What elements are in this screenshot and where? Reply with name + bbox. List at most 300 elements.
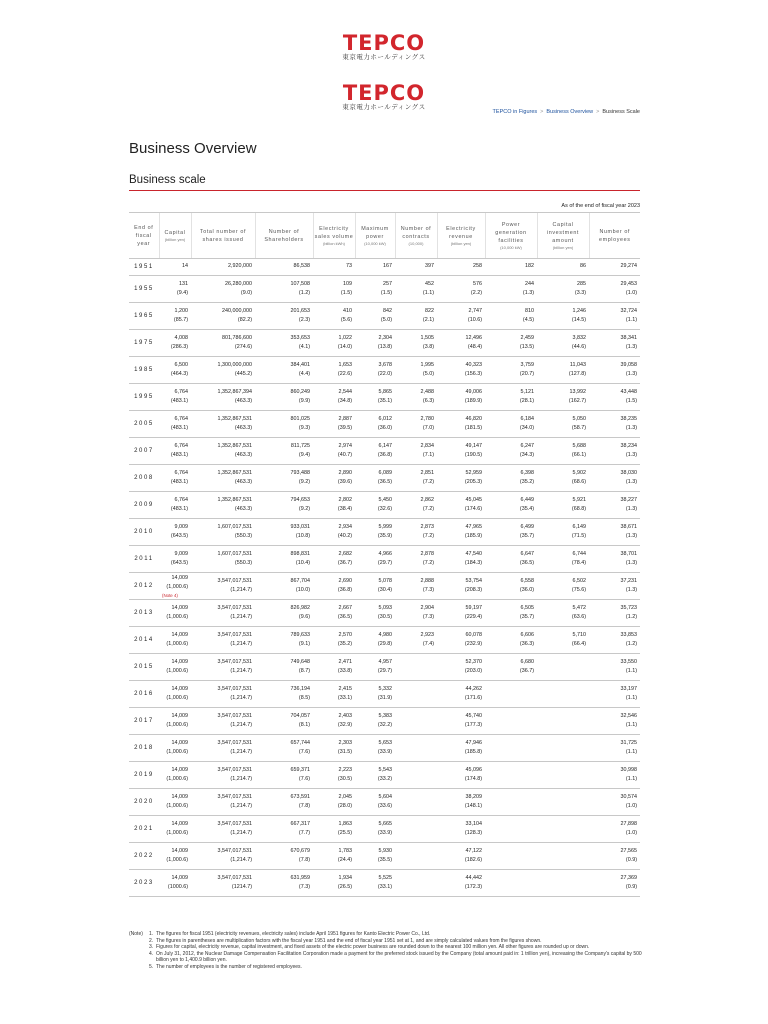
cell-multiplier: (7.6): [298, 749, 310, 755]
cell-value: 30,574: [620, 793, 637, 800]
cell-value: 32,724: [620, 307, 637, 314]
column-header: [129, 213, 159, 259]
table-row: [129, 681, 640, 708]
cell-multiplier: (36.0): [519, 587, 534, 593]
cell-multiplier: (445.2): [234, 371, 252, 377]
cell-multiplier: (28.0): [337, 803, 352, 809]
cell-value: 1,246: [572, 307, 586, 314]
logo-mark: TEPCO: [342, 81, 426, 105]
cell-multiplier: (8.5): [298, 695, 310, 701]
cell-multiplier: (34.3): [519, 452, 534, 458]
cell-multiplier: (7.1): [422, 452, 434, 458]
fiscal-year-cell: 2005: [129, 411, 159, 438]
fiscal-year-cell: 1975: [129, 330, 159, 357]
cell-value: 244: [525, 280, 534, 287]
cell-value: 38,030: [620, 469, 637, 476]
cell-value: 31,725: [620, 739, 637, 746]
cell-multiplier: (7.3): [298, 884, 310, 890]
table-cell: [313, 627, 355, 654]
logo-mark: TEPCO: [342, 31, 426, 55]
table-cell: [437, 438, 485, 465]
table-row: [129, 492, 640, 519]
table-cell: [191, 627, 255, 654]
table-cell: [537, 654, 589, 681]
cell-multiplier: (1,214.7): [230, 857, 252, 863]
column-header-label: Number of Shareholders: [264, 228, 304, 243]
column-header-label: End of fiscal year: [134, 224, 154, 247]
table-cell: [355, 870, 395, 897]
cell-multiplier: (128.3): [464, 830, 482, 836]
fiscal-year-cell: 2017: [129, 708, 159, 735]
table-cell: [437, 357, 485, 384]
column-header-unit: (10,000 kW): [500, 244, 522, 250]
table-cell: [313, 411, 355, 438]
cell-multiplier: (4.4): [298, 371, 310, 377]
cell-value: 45,045: [465, 496, 482, 503]
cell-value: 73: [346, 263, 352, 270]
table-row: [129, 573, 640, 600]
table-cell: [159, 708, 191, 735]
fiscal-year-cell: 1955: [129, 276, 159, 303]
table-cell: [159, 573, 191, 600]
table-cell: [485, 681, 537, 708]
table-cell: [395, 816, 437, 843]
table-cell: [355, 303, 395, 330]
cell-multiplier: (33.8): [337, 668, 352, 674]
table-cell: [255, 519, 313, 546]
table-row: [129, 762, 640, 789]
column-header: [537, 213, 589, 259]
cell-value: 182: [525, 263, 534, 270]
cell-value: 6,764: [174, 496, 188, 503]
table-cell: [485, 789, 537, 816]
table-cell: [537, 600, 589, 627]
cell-multiplier: (36.3): [519, 641, 534, 647]
cell-multiplier: (36.5): [377, 479, 392, 485]
cell-multiplier: (172.3): [464, 884, 482, 890]
table-cell: [485, 546, 537, 573]
cell-multiplier: (13.5): [519, 344, 534, 350]
table-cell: [313, 546, 355, 573]
breadcrumb-link-tepco-in-figures[interactable]: TEPCO in Figures: [492, 109, 538, 115]
table-cell: [485, 357, 537, 384]
table-cell: [255, 627, 313, 654]
table-cell: [395, 384, 437, 411]
table-cell: [485, 843, 537, 870]
table-cell: [255, 259, 313, 276]
tepco-logo[interactable]: [0, 82, 768, 112]
cell-value: 397: [425, 263, 434, 270]
cell-multiplier: (66.4): [571, 641, 586, 647]
table-cell: [537, 816, 589, 843]
cell-multiplier: (33.9): [377, 749, 392, 755]
as-of-date: As of the end of fiscal year 2023: [561, 203, 640, 209]
cell-value: 5,525: [378, 874, 392, 881]
cell-multiplier: (8.1): [298, 722, 310, 728]
table-cell: [255, 411, 313, 438]
table-cell: [537, 546, 589, 573]
table-cell: [313, 259, 355, 276]
cell-value: 1,653: [338, 361, 352, 368]
table-cell: [191, 330, 255, 357]
table-row: [129, 654, 640, 681]
cell-multiplier: (1.2): [625, 614, 637, 620]
table-row: [129, 816, 640, 843]
cell-value: 240,000,000: [222, 307, 252, 314]
cell-multiplier: (1,214.7): [230, 668, 252, 674]
cell-multiplier: (28.1): [519, 398, 534, 404]
note-text: The number of employees is the number of registered employees.: [156, 963, 302, 970]
table-cell: [437, 259, 485, 276]
cell-value: 933,031: [290, 523, 310, 530]
cell-value: 3,547,017,531: [217, 631, 252, 638]
table-cell: [395, 843, 437, 870]
table-cell: [437, 708, 485, 735]
table-cell: [395, 762, 437, 789]
cell-value: 3,678: [378, 361, 392, 368]
table-cell: [485, 259, 537, 276]
fiscal-year-cell: 2014: [129, 627, 159, 654]
cell-value: 14,009: [171, 739, 188, 746]
cell-value: 2,045: [338, 793, 352, 800]
column-header: [589, 213, 640, 259]
cell-multiplier: (1,000.6): [166, 584, 188, 590]
cell-multiplier: (63.6): [571, 614, 586, 620]
cell-multiplier: (36.8): [337, 587, 352, 593]
cell-value: 38,209: [465, 793, 482, 800]
column-header-unit: (10,000): [408, 240, 424, 246]
cell-value: 4,957: [378, 658, 392, 665]
cell-value: 49,006: [465, 388, 482, 395]
cell-value: 6,680: [520, 658, 534, 665]
cell-value: 2,304: [378, 334, 392, 341]
cell-value: 2,834: [420, 442, 434, 449]
table-cell: [395, 654, 437, 681]
cell-multiplier: (463.3): [234, 452, 252, 458]
cell-multiplier: (1.3): [625, 479, 637, 485]
cell-multiplier: (24.4): [337, 857, 352, 863]
table-row: [129, 546, 640, 573]
table-row: [129, 627, 640, 654]
cell-multiplier: (35.1): [377, 398, 392, 404]
cell-value: 5,653: [378, 739, 392, 746]
cell-multiplier: (33.1): [337, 695, 352, 701]
note-label: [129, 964, 149, 971]
notes-section: [129, 931, 649, 971]
cell-multiplier: (1.2): [625, 641, 637, 647]
cell-multiplier: (75.6): [571, 587, 586, 593]
cell-value: 3,547,017,531: [217, 847, 252, 854]
table-cell: [313, 573, 355, 600]
cell-value: 6,449: [520, 496, 534, 503]
cell-multiplier: (1.5): [380, 290, 392, 296]
column-header-unit: (billion yen): [450, 240, 472, 246]
table-cell: [589, 330, 640, 357]
fiscal-year-cell: 2009: [129, 492, 159, 519]
cell-multiplier: (36.7): [337, 560, 352, 566]
cell-multiplier: (1.3): [625, 425, 637, 431]
cell-multiplier: (1,000.6): [166, 776, 188, 782]
table-cell: [313, 465, 355, 492]
table-cell: [485, 573, 537, 600]
cell-multiplier: (7.7): [298, 830, 310, 836]
cell-value: 4,008: [174, 334, 188, 341]
table-cell: [313, 519, 355, 546]
table-cell: [159, 789, 191, 816]
table-cell: [589, 735, 640, 762]
fiscal-year-cell: 2020: [129, 789, 159, 816]
cell-value: 9,009: [174, 550, 188, 557]
cell-value: 1,352,867,531: [217, 415, 252, 422]
table-cell: [313, 492, 355, 519]
cell-multiplier: (550.3): [234, 560, 252, 566]
breadcrumb-separator: >: [540, 109, 544, 115]
cell-multiplier: (1,214.7): [230, 722, 252, 728]
table-cell: [191, 384, 255, 411]
breadcrumb: [493, 109, 640, 115]
cell-multiplier: (7.2): [422, 479, 434, 485]
cell-multiplier: (38.4): [337, 506, 352, 512]
table-cell: [537, 465, 589, 492]
table-cell: [355, 384, 395, 411]
cell-multiplier: (483.1): [170, 452, 188, 458]
cell-value: 14,009: [171, 820, 188, 827]
table-row: [129, 330, 640, 357]
cell-value: 33,550: [620, 658, 637, 665]
table-cell: [437, 600, 485, 627]
cell-value: 6,505: [520, 604, 534, 611]
table-cell: [537, 843, 589, 870]
cell-multiplier: (1.5): [340, 290, 352, 296]
cell-multiplier: (25.5): [337, 830, 352, 836]
cell-value: 59,197: [465, 604, 482, 611]
table-cell: [159, 438, 191, 465]
table-cell: [255, 546, 313, 573]
table-cell: [485, 411, 537, 438]
cell-value: 384,401: [290, 361, 310, 368]
cell-multiplier: (22.0): [377, 371, 392, 377]
cell-multiplier: (33.9): [377, 830, 392, 836]
table-cell: [485, 654, 537, 681]
table-row: [129, 438, 640, 465]
cell-multiplier: (184.3): [464, 560, 482, 566]
cell-value: 2,544: [338, 388, 352, 395]
table-cell: [589, 303, 640, 330]
table-cell: [485, 384, 537, 411]
table-cell: [589, 573, 640, 600]
cell-value: 14,009: [171, 685, 188, 692]
column-header-label: Power generation facilities: [495, 221, 527, 244]
note-text: The figures in parentheses are multiplication factors with the fiscal year 1951 and the end of fiscal year 1951 set at 1, and are simply calculated values from the figures shown.: [156, 937, 542, 944]
table-cell: [355, 330, 395, 357]
cell-multiplier: (1,214.7): [230, 830, 252, 836]
cell-multiplier: (30.5): [377, 614, 392, 620]
table-cell: [437, 870, 485, 897]
note-number: 4.: [149, 950, 154, 957]
cell-multiplier: (7.6): [298, 776, 310, 782]
table-cell: [355, 735, 395, 762]
cell-value: 33,104: [465, 820, 482, 827]
table-cell: [589, 843, 640, 870]
table-cell: [485, 276, 537, 303]
table-cell: [313, 384, 355, 411]
cell-multiplier: (22.6): [337, 371, 352, 377]
column-header-label: Number of contracts: [400, 225, 432, 240]
table-cell: [437, 843, 485, 870]
cell-multiplier: (208.3): [464, 587, 482, 593]
table-cell: [255, 573, 313, 600]
table-cell: [589, 357, 640, 384]
cell-multiplier: (10.4): [295, 560, 310, 566]
table-cell: [395, 735, 437, 762]
cell-multiplier: (4.1): [298, 344, 310, 350]
cell-value: 670,679: [290, 847, 310, 854]
cell-multiplier: (1214.7): [231, 884, 252, 890]
cell-multiplier: (31.5): [337, 749, 352, 755]
cell-multiplier: (7.2): [422, 506, 434, 512]
cell-value: 667,317: [290, 820, 310, 827]
cell-multiplier: (1.2): [298, 290, 310, 296]
cell-multiplier: (1.3): [625, 371, 637, 377]
table-cell: [191, 681, 255, 708]
fiscal-year-cell: 1995: [129, 384, 159, 411]
column-header-unit: (10,000 kW): [364, 240, 386, 246]
cell-multiplier: (35.4): [519, 506, 534, 512]
fiscal-year-cell: 2012: [129, 573, 159, 600]
table-cell: [395, 411, 437, 438]
cell-value: 285: [577, 280, 586, 287]
column-header: [191, 213, 255, 259]
cell-value: 26,280,000: [225, 280, 252, 287]
cell-multiplier: (205.3): [464, 479, 482, 485]
cell-value: 6,149: [572, 523, 586, 530]
table-cell: [537, 357, 589, 384]
cell-value: 52,370: [465, 658, 482, 665]
table-row: [129, 259, 640, 276]
cell-value: 736,194: [290, 685, 310, 692]
cell-multiplier: (1,214.7): [230, 803, 252, 809]
cell-multiplier: (1.0): [625, 290, 637, 296]
table-cell: [255, 303, 313, 330]
cell-value: 33,853: [620, 631, 637, 638]
column-header: [255, 213, 313, 259]
table-cell: [313, 654, 355, 681]
cell-value: 2,682: [338, 550, 352, 557]
cell-multiplier: (5.0): [422, 371, 434, 377]
cell-value: 2,802: [338, 496, 352, 503]
cell-multiplier: (643.5): [170, 560, 188, 566]
note-item: [129, 951, 649, 964]
cell-value: 38,671: [620, 523, 637, 530]
cell-value: 5,332: [378, 685, 392, 692]
table-cell: [355, 573, 395, 600]
table-cell: [437, 681, 485, 708]
cell-multiplier: (550.3): [234, 533, 252, 539]
cell-value: 1,607,017,531: [217, 550, 252, 557]
cell-value: 5,930: [378, 847, 392, 854]
cell-value: 6,764: [174, 442, 188, 449]
table-cell: [255, 708, 313, 735]
cell-value: 1,607,017,531: [217, 523, 252, 530]
column-header: [159, 213, 191, 259]
fiscal-year-cell: 2013: [129, 600, 159, 627]
cell-value: 657,744: [290, 739, 310, 746]
cell-multiplier: (0.9): [625, 857, 637, 863]
table-cell: [355, 357, 395, 384]
fiscal-year-cell: 2022: [129, 843, 159, 870]
cell-value: 38,701: [620, 550, 637, 557]
cell-multiplier: (30.5): [337, 776, 352, 782]
cell-multiplier: (10.8): [295, 533, 310, 539]
table-cell: [355, 708, 395, 735]
table-cell: [191, 654, 255, 681]
cell-value: 576: [473, 280, 482, 287]
cell-value: 35,723: [620, 604, 637, 611]
note-number: 2.: [149, 937, 154, 944]
cell-value: 46,820: [465, 415, 482, 422]
cell-value: 3,832: [572, 334, 586, 341]
cell-value: 4,966: [378, 550, 392, 557]
table-cell: [191, 411, 255, 438]
cell-value: 45,740: [465, 712, 482, 719]
cell-multiplier: (189.9): [464, 398, 482, 404]
cell-value: 14: [182, 263, 188, 270]
cell-value: 1,200: [174, 307, 188, 314]
cell-value: 2,570: [338, 631, 352, 638]
table-cell: [395, 627, 437, 654]
tepco-logo-top[interactable]: [0, 32, 768, 62]
table-cell: [191, 465, 255, 492]
cell-multiplier: (14.0): [337, 344, 352, 350]
table-cell: [313, 438, 355, 465]
cell-value: 4,980: [378, 631, 392, 638]
cell-value: 6,606: [520, 631, 534, 638]
note-reference-link[interactable]: (Note 4): [162, 592, 178, 598]
table-cell: [589, 465, 640, 492]
table-cell: [537, 519, 589, 546]
fiscal-year-cell: 2018: [129, 735, 159, 762]
table-cell: [159, 627, 191, 654]
cell-value: 6,764: [174, 415, 188, 422]
table-cell: [255, 465, 313, 492]
table-cell: [355, 654, 395, 681]
note-number: 5.: [149, 963, 154, 970]
cell-value: 3,547,017,531: [217, 739, 252, 746]
column-header-label: Capital investment amount: [546, 221, 580, 244]
table-cell: [191, 735, 255, 762]
cell-value: 794,653: [290, 496, 310, 503]
table-cell: [355, 681, 395, 708]
cell-multiplier: (5.0): [380, 317, 392, 323]
cell-value: 2,223: [338, 766, 352, 773]
cell-value: 6,184: [520, 415, 534, 422]
table-cell: [355, 789, 395, 816]
breadcrumb-link-business-overview[interactable]: Business Overview: [546, 109, 594, 115]
cell-value: 14,009: [171, 847, 188, 854]
cell-value: 5,865: [378, 388, 392, 395]
table-cell: [395, 357, 437, 384]
cell-multiplier: (1.5): [625, 398, 637, 404]
cell-multiplier: (82.2): [237, 317, 252, 323]
cell-value: 38,341: [620, 334, 637, 341]
cell-multiplier: (32.9): [337, 722, 352, 728]
cell-value: 1,352,867,531: [217, 496, 252, 503]
table-cell: [537, 708, 589, 735]
cell-value: 867,704: [290, 577, 310, 584]
cell-multiplier: (464.3): [170, 371, 188, 377]
cell-multiplier: (34.0): [519, 425, 534, 431]
cell-multiplier: (35.2): [519, 479, 534, 485]
